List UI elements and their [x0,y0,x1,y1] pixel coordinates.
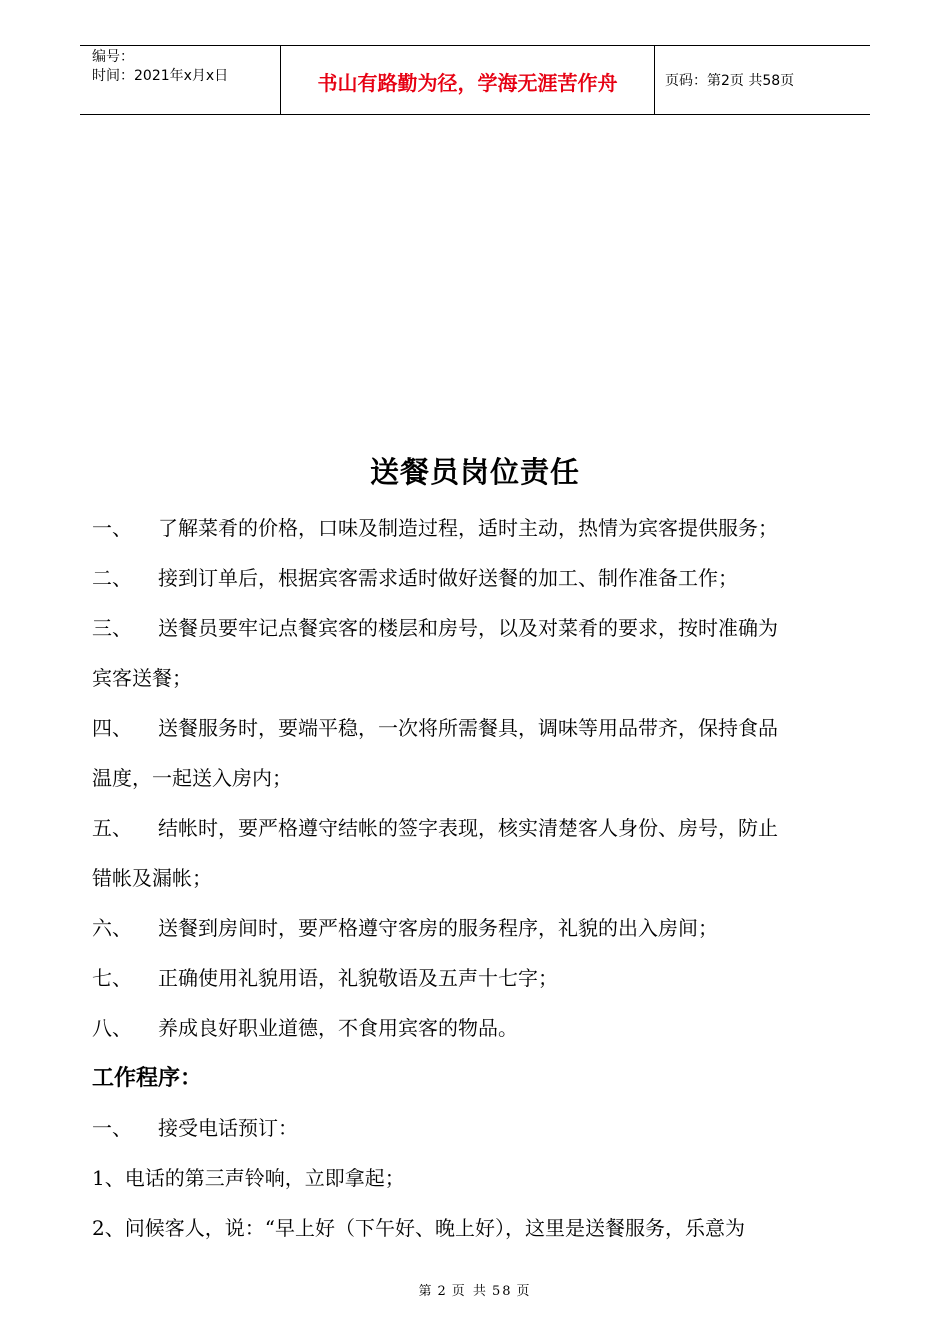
page-footer [0,1280,950,1299]
duty-continuation [92,653,862,703]
procedure-step [92,1103,862,1153]
duty-item [92,953,862,1003]
footer-prefix: 第 [418,1284,434,1299]
duty-text: 正确使用礼貌用语，礼貌敬语及五声十七字； [158,966,558,990]
duty-item [92,603,862,653]
document-time-label: 时间：2021年x月x日 [92,68,229,84]
duty-number: 八、 [92,1016,132,1040]
duty-number: 六、 [92,916,132,940]
procedure-item [92,1203,862,1253]
duty-item [92,703,862,753]
footer-page-number: 2 [437,1284,448,1299]
duty-text: 送餐到房间时，要严格遵守客房的服务程序，礼貌的出入房间； [158,916,718,940]
duty-number: 三、 [92,616,132,640]
duty-text: 结帐时，要严格遵守结帐的签字表现，核实清楚客人身份、房号，防止 [158,816,778,840]
duty-number: 七、 [92,966,132,990]
duty-item [92,1003,862,1053]
duty-text: 送餐员要牢记点餐宾客的楼层和房号，以及对菜肴的要求，按时准确为 [158,616,778,640]
duty-number: 一、 [92,516,132,540]
header-page-cell [655,46,870,114]
duty-number: 四、 [92,716,132,740]
document-body [92,503,862,1253]
duty-text-continued: 温度，一起送入房内； [92,766,292,790]
duty-continuation [92,853,862,903]
footer-suffix: 页 [516,1284,532,1299]
duty-item [92,903,862,953]
header-meta-cell [80,46,281,114]
duty-item [92,503,862,553]
header-page-info: 页码：第2页 共58页 [665,73,795,89]
duty-item [92,803,862,853]
duty-item [92,553,862,603]
footer-mid: 页 共 [451,1284,488,1299]
procedure-step-text: 接受电话预订： [158,1116,298,1140]
duty-text: 养成良好职业道德，不食用宾客的物品。 [158,1016,518,1040]
duty-continuation [92,753,862,803]
duty-text-continued: 错帐及漏帐； [92,866,212,890]
procedure-item [92,1153,862,1203]
procedure-item-text: 1、电话的第三声铃响，立即拿起； [92,1166,405,1190]
duty-text: 接到订单后，根据宾客需求适时做好送餐的加工、制作准备工作； [158,566,738,590]
duty-number: 二、 [92,566,132,590]
document-number-label: 编号： [92,49,134,65]
procedure-item-text: 2、问候客人，说：“早上好（下午好、晚上好），这里是送餐服务，乐意为 [92,1216,745,1240]
duty-text: 了解菜肴的价格，口味及制造过程，适时主动，热情为宾客提供服务； [158,516,778,540]
duty-text: 送餐服务时，要端平稳，一次将所需餐具，调味等用品带齐，保持食品 [158,716,778,740]
procedure-step-number: 一、 [92,1116,132,1140]
duty-number: 五、 [92,816,132,840]
duty-text-continued: 宾客送餐； [92,666,192,690]
header-motto-cell [281,46,655,114]
document-title: 送餐员岗位责任 [369,455,580,489]
header-motto: 书山有路勤为径，学海无涯苦作舟 [317,70,618,95]
procedure-heading: 工作程序： [92,1066,203,1091]
page-header [80,45,870,115]
footer-total-pages: 58 [491,1284,513,1299]
